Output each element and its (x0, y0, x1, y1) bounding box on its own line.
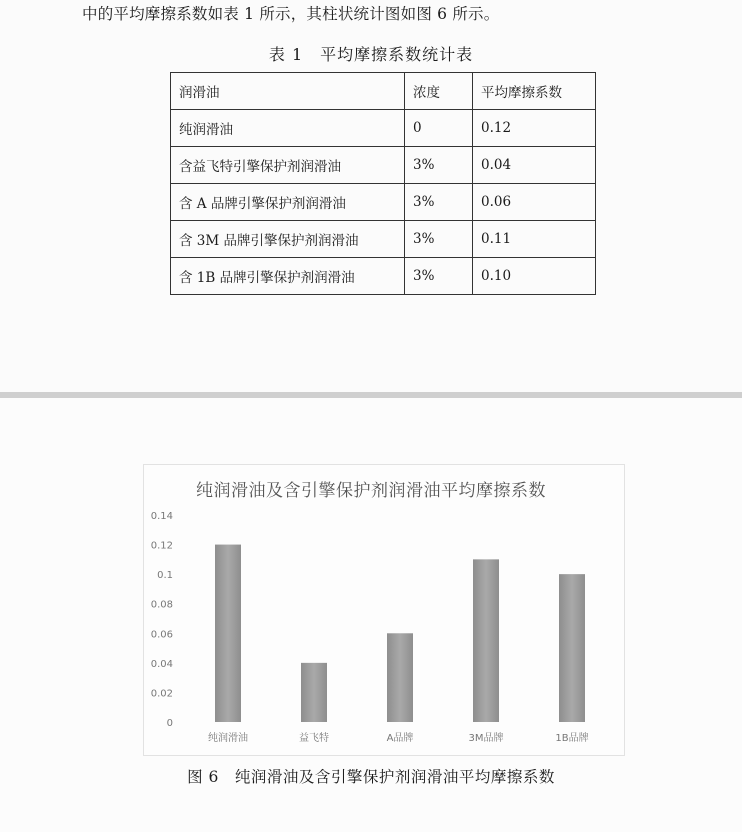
x-axis-labels (208, 731, 589, 744)
y-tick-label: 0 (166, 718, 173, 729)
table-header-cell: 润滑油 (171, 73, 405, 110)
bar (473, 559, 499, 722)
table-cell: 3% (405, 221, 473, 258)
table-cell: 0 (405, 110, 473, 147)
y-tick-label: 0.06 (150, 629, 173, 641)
x-tick-label: 益飞特 (299, 733, 329, 744)
x-tick-label: 1B品牌 (555, 733, 589, 744)
table-cell: 纯润滑油 (171, 110, 405, 147)
table-header-cell: 平均摩擦系数 (473, 73, 596, 110)
y-axis-ticks (151, 511, 173, 729)
y-tick-label: 0.14 (150, 511, 173, 522)
table-cell: 0.06 (473, 184, 596, 221)
y-tick-label: 0.12 (150, 540, 173, 552)
table-cell: 3% (405, 184, 473, 221)
figure-caption: 图 6 纯润滑油及含引擎保护剂润滑油平均摩擦系数 (187, 768, 555, 786)
table-cell: 3% (405, 258, 473, 295)
y-tick-label: 0.02 (150, 688, 173, 700)
bar (559, 574, 585, 722)
table-cell: 0.11 (473, 221, 596, 258)
table-cell: 含 3M 品牌引擎保护剂润滑油 (171, 221, 405, 258)
table-cell: 0.04 (473, 147, 596, 184)
chart-title: 纯润滑油及含引擎保护剂润滑油平均摩擦系数 (196, 481, 546, 501)
table-cell: 0.12 (473, 110, 596, 147)
intro-text: 中的平均摩擦系数如表 1 所示，其柱状统计图如图 6 所示。 (82, 5, 500, 23)
table-cell: 0.10 (473, 258, 596, 295)
x-tick-label: 纯润滑油 (208, 733, 248, 744)
bar (215, 545, 241, 722)
table-cell: 3% (405, 147, 473, 184)
table-cell: 含 1B 品牌引擎保护剂润滑油 (171, 258, 405, 295)
y-tick-label: 0.1 (157, 570, 173, 582)
table-header-cell: 浓度 (405, 73, 473, 110)
table-cell: 含 A 品牌引擎保护剂润滑油 (171, 184, 405, 221)
y-tick-label: 0.04 (150, 658, 173, 670)
bar (301, 663, 327, 722)
y-tick-label: 0.08 (150, 599, 173, 611)
bars (215, 545, 585, 722)
table-caption: 表 1 平均摩擦系数统计表 (268, 45, 474, 64)
x-tick-label: 3M品牌 (468, 733, 504, 744)
bar (387, 633, 413, 722)
table-cell: 含益飞特引擎保护剂润滑油 (171, 147, 405, 184)
x-tick-label: A品牌 (386, 733, 414, 744)
